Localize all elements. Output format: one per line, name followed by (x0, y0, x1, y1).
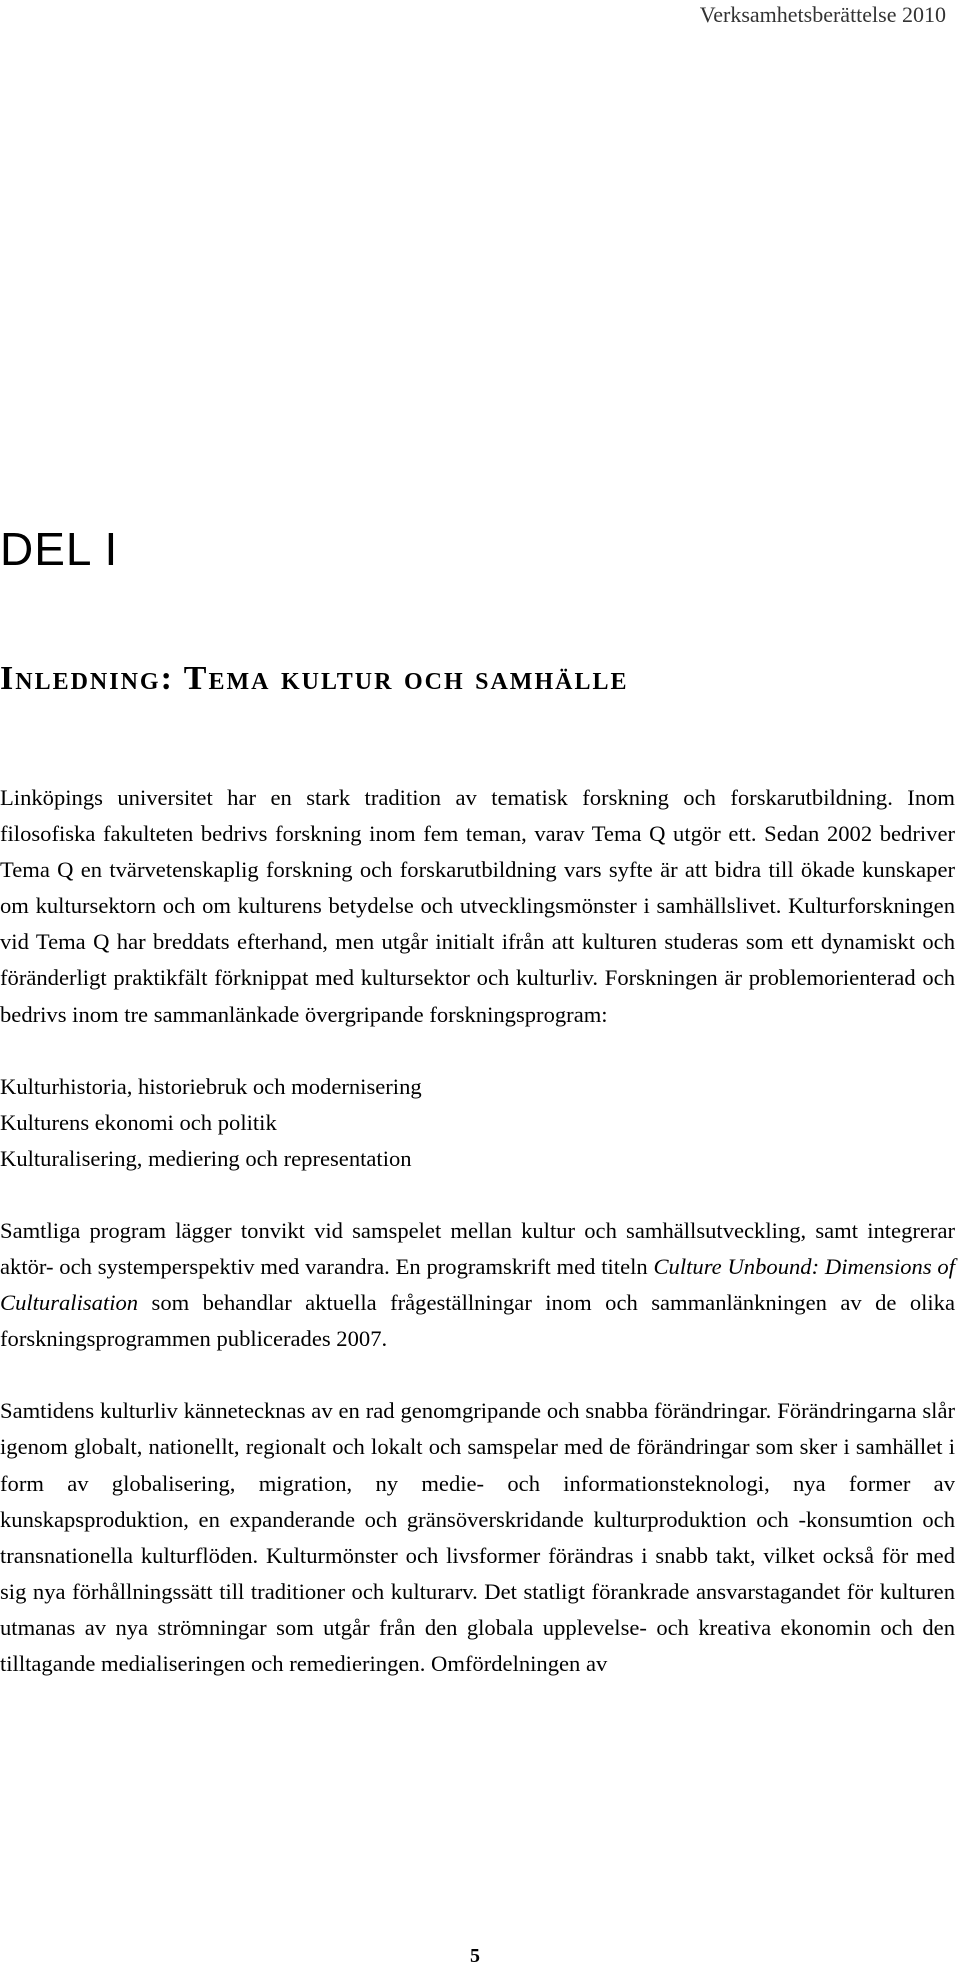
program-list (0, 1069, 955, 1177)
program-item: Kulturalisering, mediering och representation (0, 1145, 412, 1171)
program-item: Kulturens ekonomi och politik (0, 1109, 277, 1135)
publication-title: Culture Unbound: Dimensions of Culturalisation (0, 1254, 955, 1316)
page-number: 5 (470, 1945, 480, 1967)
part-title: DEL I (0, 523, 119, 575)
paragraph-programs-text-after: som behandlar aktuella frågeställningar inom och sammanlänkningen av de olika forskningsprogrammen publicerades 2007. (0, 1290, 956, 1352)
paragraph-contemporary-culture: Samtidens kulturliv kännetecknas av en rad genomgripande och snabba förändringar. Förändringarna slår igenom globalt, nationellt, regionalt och lokalt och samspelar med de förändringar som sker i samhället i form av globalisering, migration, ny medie- och informationsteknologi, nya former av kunskapsproduktion, en expanderande och gränsöverskridande kulturproduktion och -konsumtion och transnationella kulturflöden. Kulturmönster och livsformer förändras i snabb takt, vilket också för med sig nya förhållningssätt till traditioner och kulturarv. Det statligt förankrade ansvarstagandet för kulturen utmanas av nya strömningar som utgår från den globala upplevelse- och kreativa ekonomin och den tilltagande medialiseringen och remedieringen. Omfördelningen av (0, 1398, 955, 1676)
program-item: Kulturhistoria, historiebruk och modernisering (0, 1073, 422, 1099)
chapter-title: Inledning: Tema kultur och samhälle (0, 660, 629, 697)
paragraph-intro: Linköpings universitet har en stark tradition av tematisk forskning och forskarutbildning. Inom filosofiska fakulteten bedrivs forskning inom fem teman, varav Tema Q utgör ett. Sedan 2002 bedriver Tema Q en tvärvetenskaplig forskning och forskarutbildning vars syfte är att bidra till ökade kunskaper om kultursektorn och om kulturens betydelse och utvecklingsmönster i samhällslivet. Kulturforskningen vid Tema Q har breddats efterhand, men utgår initialt ifrån att kulturen studeras som ett dynamiskt och föränderligt praktikfält förknippat med kultursektor och kulturliv. Forskningen är problemorienterad och bedrivs inom tre sammanlänkade övergripande forskningsprogram: (0, 785, 955, 1027)
paragraph-programs-text-before: Samtliga program lägger tonvikt vid samspelet mellan kultur och samhällsutveckling, samt integrerar aktör- och systemperspektiv med varandra. En programskrift med titeln (0, 1217, 955, 1280)
paragraph-programs (0, 1213, 955, 1357)
running-header: Verksamhetsberättelse 2010 (699, 2, 946, 27)
body-text (0, 780, 955, 1718)
